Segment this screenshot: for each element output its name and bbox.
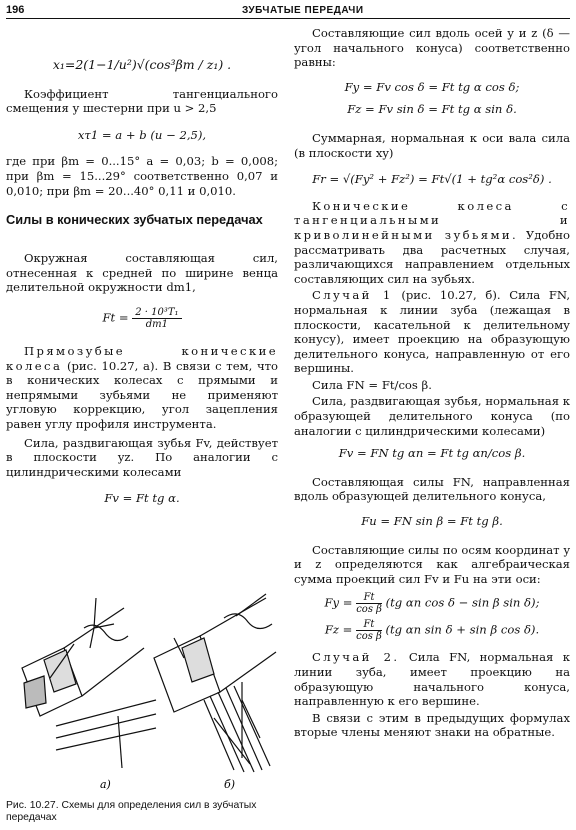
paragraph-circumferential: Окружная составляющая сил, отнесенная к средней по ширине венца делительной окружности dm1, (6, 251, 278, 295)
equation-fz2 (294, 619, 570, 642)
equation-fz: Fz = Fv sin δ = Ft tg α sin δ. (347, 102, 517, 117)
spaced-term: Конические колеса с тангенциальными и криволинейными зубьями. (294, 198, 570, 242)
left-column (6, 28, 278, 506)
equation-ft-numerator: 2 · 10³T₁ (132, 307, 181, 319)
paragraph-case-1-text: (рис. 10.27, б). Сила FN, нормальная к линии зуба (лежащая в плоскости, касательной к делительному конусу), имеет проекцию на образующую делительного конуса, направленную от его вершины. (294, 288, 571, 376)
equation-fy2-left: Fy = (324, 595, 353, 610)
paragraph-separating-normal: Сила, раздвигающая зубья, нормальная к образующей делительного конуса (по аналогии с цилиндрическими колесами) (294, 394, 570, 438)
paragraph-algebraic-sum: Составляющие силы по осям координат y и z определяются как алгебраическая сумма проекций сил Fv и Fu на эти оси: (294, 542, 570, 586)
paragraph-components-yz: Составляющие сил вдоль осей y и z (δ — угол начального конуса) соответственно равны: (294, 26, 570, 70)
paragraph-resultant: Суммарная, нормальная к оси вала сила (в плоскости xy) (294, 130, 570, 160)
figure-label-b: б) (224, 778, 236, 791)
equation-fy2-fraction (356, 592, 382, 615)
equation-fz2-right: (tg αn sin δ + sin β cos δ). (385, 622, 540, 637)
equation-fz2-denominator: cos β (356, 631, 382, 643)
page-number: 196 (6, 4, 25, 16)
equation-fy: Fy = Fv cos δ = Ft tg α cos δ; (344, 79, 520, 94)
figure-10-27 (4, 588, 284, 798)
equation-fn: Сила FN = Ft/cos β. (312, 377, 432, 392)
equation-xt1: xτ1 = a + b (u − 2,5), (77, 127, 207, 142)
page-header (6, 4, 570, 19)
running-title: ЗУБЧАТЫЕ ПЕРЕДАЧИ (242, 5, 364, 16)
equation-ft-fraction (132, 307, 181, 330)
paragraph-separating-force: Сила, раздвигающая зубья Fv, действует в плоскости yz. По аналогии с цилиндрическими колесами (6, 435, 278, 479)
equation-fy2-right: (tg αn cos δ − sin β sin δ); (385, 595, 540, 610)
equation-fv2: Fv = FN tg αn = Ft tg αn/cos β. (338, 446, 526, 461)
paragraph-case-1 (294, 288, 570, 376)
paragraph-tangential-teeth-text: Удобно рассматривать два расчетных случая, различающихся направлением отдельных составляющих сил на зубьях. (294, 227, 571, 286)
paragraph-case-2 (294, 650, 570, 708)
paragraph-fn-component: Составляющая силы FN, направленная вдоль образующей делительного конуса, (294, 474, 570, 504)
figure-label-a: a) (100, 778, 111, 791)
figure-a-drawing (22, 598, 156, 768)
equation-fy2 (294, 592, 570, 615)
paragraph-straight-bevel-text: (рис. 10.27, a). В связи с тем, что в конических колесах с прямыми и непрямыми зубьями не применяют угловую коррекцию, угол зацепления равен углу профиля инструмента. (6, 358, 278, 431)
spaced-term: Случай 2. (312, 650, 400, 665)
equation-fy2-numerator: Ft (356, 592, 382, 604)
equation-fv: Fv = Ft tg α. (104, 491, 180, 506)
right-column (294, 28, 570, 740)
equation-ft (6, 307, 278, 330)
figure-caption: Рис. 10.27. Схемы для определения сил в зубчатых передачах (6, 800, 257, 823)
equation-fy2-denominator: cos β (356, 604, 382, 616)
spaced-term: Случай 1 (312, 288, 393, 303)
equation-ft-left: Ft = (102, 310, 129, 325)
equation-fz2-fraction (356, 619, 382, 642)
paragraph-coefficients: где при βm = 0...15° a = 0,03; b = 0,008; при βm = 15...29° соответственно 0,07 и 0,010; при βm = 20...40° 0,11 и 0,010. (6, 154, 278, 198)
figure-b-drawing (154, 594, 276, 772)
paragraph-case-2-text: Сила FN, нормальная к линии зуба, имеет проекцию на образующую начального конуса, направленную к его вершине. (294, 650, 570, 709)
spaced-term: Прямозубые конические колеса (6, 343, 278, 373)
paragraph-sign-change: В связи с этим в предыдущих формулах вторые члены меняют знаки на обратные. (294, 710, 570, 740)
paragraph-tangential-shift: Коэффициент тангенциального смещения у шестерни при u > 2,5 (6, 86, 278, 116)
equation-fz2-numerator: Ft (356, 619, 382, 631)
section-heading: Силы в конических зубчатых передачах (6, 212, 263, 228)
equation-x1: x₁=2(1−1/u²)√(cos³βm / z₁) . (52, 57, 232, 72)
paragraph-tangential-teeth (294, 199, 570, 287)
paragraph-straight-bevel (6, 344, 278, 432)
equation-fu: Fu = FN sin β = Ft tg β. (361, 514, 503, 529)
equation-fr: Fr = √(Fy² + Fz²) = Ft√(1 + tg²α cos²δ) . (312, 172, 552, 187)
equation-fz2-left: Fz = (324, 622, 353, 637)
equation-ft-denominator: dm1 (145, 318, 169, 330)
